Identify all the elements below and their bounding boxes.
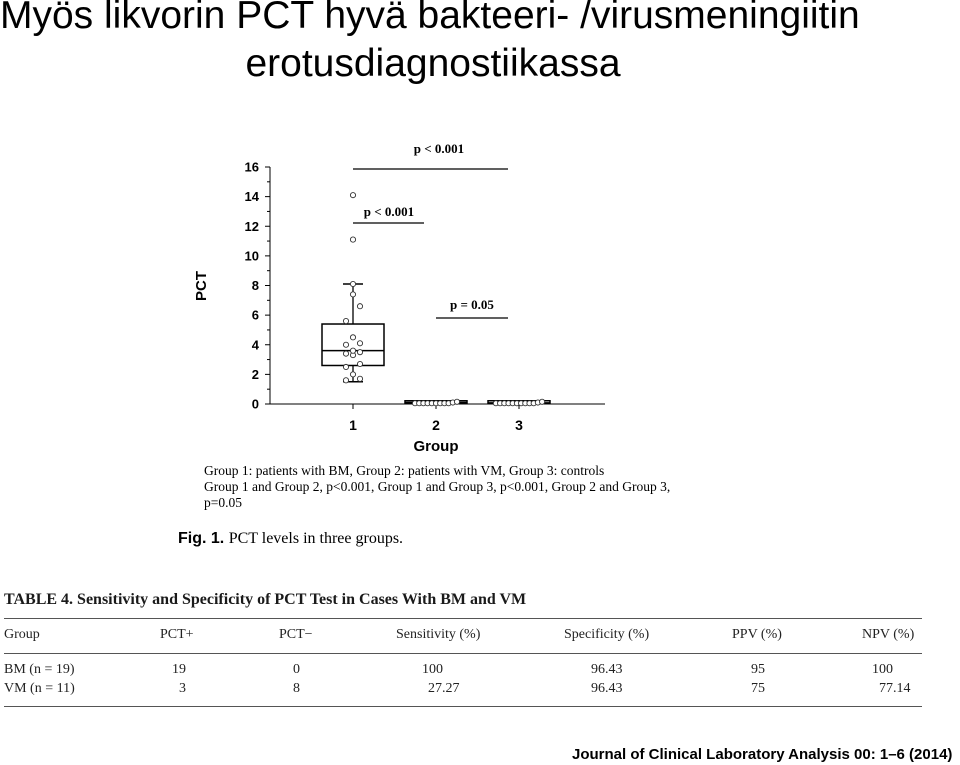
table-header-specificity: Specificity (%) — [564, 627, 650, 642]
table-cell: 8 — [293, 681, 300, 696]
y-tick-label: 14 — [244, 189, 259, 205]
data-point — [350, 193, 355, 198]
table-cell: 3 — [179, 681, 186, 696]
journal-reference: Journal of Clinical Laboratory Analysis 00: 1–6 (2014) — [572, 746, 953, 763]
table-bottom-rule — [4, 706, 922, 707]
caption-line: Group 1 and Group 2, p<0.001, Group 1 and Group 3, p<0.001, Group 2 and Group 3, — [204, 479, 671, 494]
table-cell: 0 — [293, 662, 300, 677]
x-tick-label: 2 — [432, 417, 440, 433]
table-header-group: Group — [4, 627, 40, 642]
y-tick-label: 4 — [251, 337, 259, 353]
y-axis-title: PCT — [193, 271, 210, 301]
data-point — [357, 341, 362, 346]
x-axis-title: Group — [413, 438, 459, 455]
figure-label-text: PCT levels in three groups. — [228, 530, 404, 547]
table-cell: 95 — [751, 662, 765, 677]
data-point — [357, 350, 362, 355]
table-header-rule — [4, 653, 922, 654]
data-point — [350, 292, 355, 297]
box-iqr — [322, 324, 384, 365]
figure-number: Fig. 1. — [178, 530, 225, 547]
table-header-ppv: PPV (%) — [732, 627, 782, 642]
significance-label: p < 0.001 — [363, 204, 415, 219]
slide-title-line1: Myös likvorin PCT hyvä bakteeri- /virusmeningiitin — [0, 0, 860, 37]
table-cell-group: BM (n = 19) — [4, 662, 75, 677]
y-tick-label: 2 — [251, 366, 259, 382]
table-cell: 96.43 — [591, 662, 623, 677]
data-point — [343, 364, 348, 369]
data-point — [357, 361, 362, 366]
figure-label — [178, 529, 403, 549]
data-point — [343, 351, 348, 356]
slide-title-line2: erotusdiagnostiikassa — [245, 42, 621, 85]
table-cell: 100 — [422, 662, 443, 677]
significance-label: p < 0.001 — [413, 141, 465, 156]
data-point — [357, 304, 362, 309]
data-point — [350, 335, 355, 340]
table-cell: 96.43 — [591, 681, 623, 696]
data-point — [343, 342, 348, 347]
x-tick-label: 1 — [349, 417, 357, 433]
table-cell: 100 — [872, 662, 893, 677]
data-point — [350, 372, 355, 377]
x-tick-label: 3 — [515, 417, 523, 433]
significance-label: p = 0.05 — [450, 297, 494, 312]
data-point — [357, 376, 362, 381]
table-header-sensitivity: Sensitivity (%) — [396, 627, 481, 642]
y-tick-label: 10 — [244, 248, 259, 264]
caption-line: Group 1: patients with BM, Group 2: patients with VM, Group 3: controls — [204, 463, 605, 478]
caption-line: p=0.05 — [204, 495, 242, 510]
table-cell: 77.14 — [879, 681, 911, 696]
data-point — [540, 399, 545, 404]
table-header-pct-neg: PCT− — [279, 627, 313, 642]
data-point — [350, 348, 355, 353]
data-point — [350, 237, 355, 242]
y-tick-label: 6 — [251, 307, 259, 323]
y-tick-label: 16 — [244, 159, 259, 175]
data-point — [350, 281, 355, 286]
table-top-rule — [4, 618, 922, 619]
figure-caption — [204, 463, 704, 511]
data-point — [343, 378, 348, 383]
data-point — [343, 318, 348, 323]
table-header-pct-pos: PCT+ — [160, 627, 194, 642]
table-cell: 19 — [172, 662, 186, 677]
table-title: TABLE 4. Sensitivity and Specificity of PCT Test in Cases With BM and VM — [4, 591, 527, 608]
table-cell: 27.27 — [428, 681, 460, 696]
table-cell: 75 — [751, 681, 765, 696]
table-header-npv: NPV (%) — [862, 627, 915, 642]
data-point — [454, 399, 459, 404]
y-tick-label: 0 — [251, 396, 259, 412]
table-cell-group: VM (n = 11) — [4, 681, 75, 696]
y-tick-label: 8 — [251, 278, 259, 293]
y-tick-label: 12 — [244, 218, 259, 234]
